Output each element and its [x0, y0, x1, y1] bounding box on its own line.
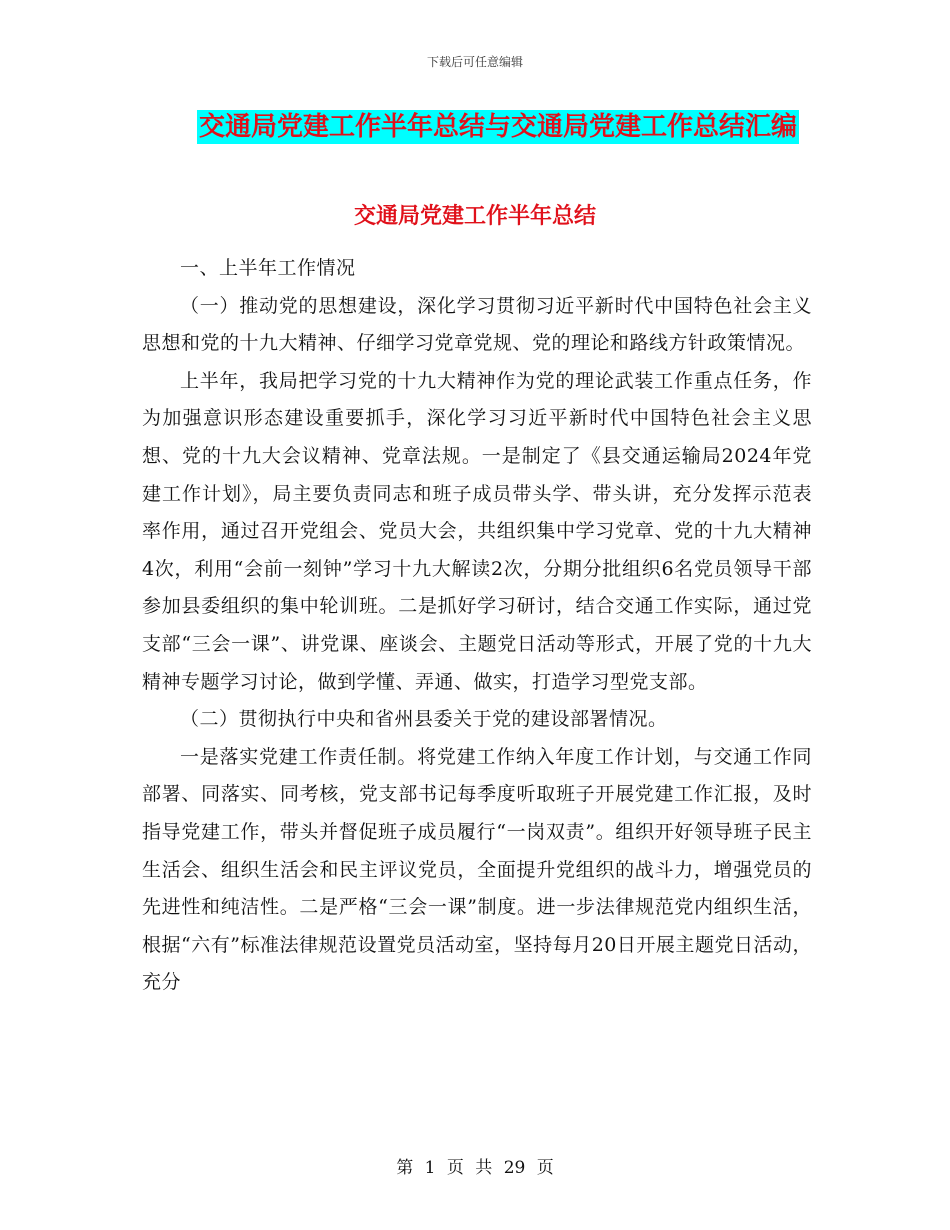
page-footer: 第 1 页 共 29 页 [396, 1158, 554, 1178]
document-body [142, 250, 812, 1002]
paragraph-section-heading: 一、上半年工作情况 [180, 257, 356, 279]
paragraph-item-1-heading: （一）推动党的思想建设，深化学习贯彻习近平新时代中国特色社会主义思想和党的十九大精神、仔细学习党章党规、党的理论和路线方针政策情况。 [142, 294, 812, 355]
sub-title: 交通局党建工作半年总结 [353, 203, 596, 229]
paragraph-item-2-body: 一是落实党建工作责任制。将党建工作纳入年度工作计划，与交通工作同部署、同落实、同考核，党支部书记每季度听取班子开展党建工作汇报，及时指导党建工作，带头并督促班子成员履行“一岗双责”。组织开好领导班子民主生活会、组织生活会和民主评议党员，全面提升党组织的战斗力，增强党员的先进性和纯洁性。二是严格“三会一课”制度。进一步法律规范党内组织生活，根据“六有”标准法律规范设置党员活动室，坚持每月20日开展主题党日活动，充分 [142, 745, 812, 994]
header-note: 下载后可任意编辑 [426, 55, 523, 69]
main-title-container [0, 110, 950, 144]
paragraph-item-2-heading: （二）贯彻执行中央和省州县委关于党的建设部署情况。 [180, 708, 668, 731]
paragraph-item-1-body: 上半年，我局把学习党的十九大精神作为党的理论武装工作重点任务，作为加强意识形态建设重要抓手，深化学习习近平新时代中国特色社会主义思想、党的十九大会议精神、党章法规。一是制定了《县交通运输局2024年党建工作计划》，局主要负责同志和班子成员带头学、带头讲，充分发挥示范表率作用，通过召开党组会、党员大会，共组织集中学习党章、党的十九大精神4次，利用“会前一刻钟”学习十九大解读2次，分期分批组织6名党员领导干部参加县委组织的集中轮训班。二是抓好学习研讨，结合交通工作实际，通过党支部“三会一课”、讲党课、座谈会、主题党日活动等形式，开展了党的十九大精神专题学习讨论，做到学懂、弄通、做实，打造学习型党支部。 [142, 369, 812, 693]
main-title: 交通局党建工作半年总结与交通局党建工作总结汇编 [198, 112, 797, 142]
